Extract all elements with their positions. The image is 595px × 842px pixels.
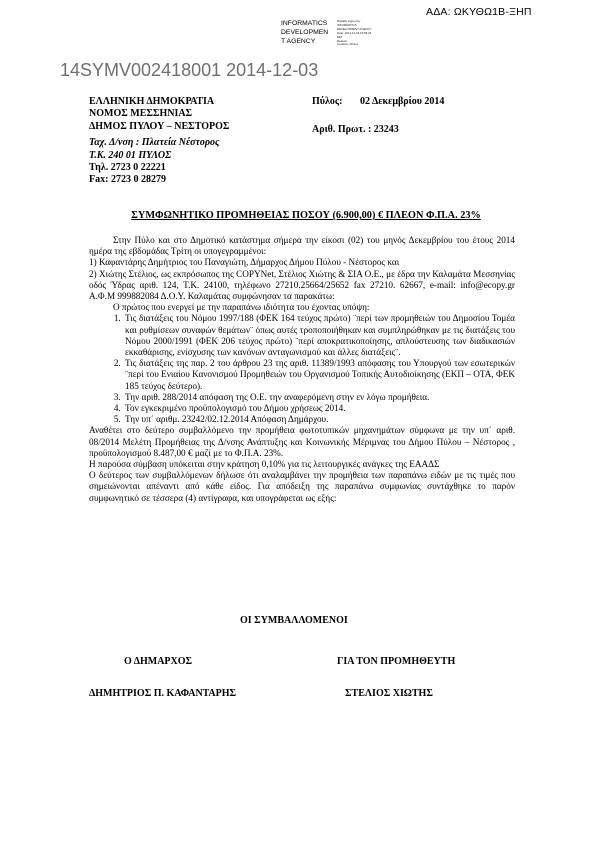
first-party-statement: Ο πρώτος που ενεργεί με την παραπάνω ιδιότητα του έχοντας υπόψη: [113, 302, 370, 313]
supplier-name: ΣΤΕΛΙΟΣ ΧΙΩΤΗΣ [345, 688, 433, 699]
document-date: 02 Δεκεμβρίου 2014 [360, 96, 445, 107]
signature-details [337, 20, 372, 47]
supplier-role: ΓΙΑ ΤΟΝ ΠΡΟΜΗΘΕΥΤΗ [337, 656, 456, 667]
withholding-paragraph: Η παρούσα σύμβαση υπόκειται στην κράτηση 0,10% για τις λειτουργικές ανάγκες της ΕΑΑΔΣ [89, 459, 440, 470]
header-line: ΕΛΛΗΝΙΚΗ ΔΗΜΟΚΡΑΤΙΑ [89, 96, 215, 107]
signature-detail-line: Reason: [337, 38, 348, 43]
header-phone: Τηλ. 2723 0 22221 [89, 161, 166, 173]
list-item: 2. Τις διατάξεις της παρ. 2 του άρθρου 23 της αριθ. 11389/1993 απόφασης του Υπουργού των εσωτερικών ¨περί του Ενιαίου Κανονισμού Προμηθειών του Οργανισμού Τοπικής Αυτοδιοίκησης (ΕΚΠ – ΟΤΑ, ΦΕΚ 185 τεύχος δεύτερο). [123, 358, 515, 392]
signature-detail-line: Digitally signed by [337, 19, 361, 23]
document-meta [312, 96, 444, 137]
header-line: ΝΟΜΟΣ ΜΕΣΣΗΝΙΑΣ [89, 108, 193, 120]
signature-detail-line: Date: 2014.12.03 15:59:23 [337, 30, 372, 35]
signature-detail-line: Location: Athens [337, 42, 359, 47]
document-title: ΣΥΜΦΩΝΗΤΙΚΟ ΠΡΟΜΗΘΕΙΑΣ ΠΟΣΟΥ (6.900,00) € ΠΛΕΟΝ Φ.Π.Α. 23% [131, 210, 481, 221]
signer-line: DEVELOPMEN [281, 29, 329, 36]
considerations-list [89, 313, 515, 425]
list-item: 3. Την αριθ. 288/2014 απόφαση της Ο.Ε. την αναφερόμενη στην εν λόγω προμήθεια. [123, 392, 515, 403]
ada-code: ΑΔΑ: ΩΚΥΘΩ1Β-ΞΗΠ [426, 6, 532, 18]
header-postcode: Τ.Κ. 240 01 ΠΥΛΟΣ [89, 149, 172, 161]
signature-detail-line: EET [337, 34, 343, 39]
mayor-name: ΔΗΜΗΤΡΙΟΣ Π. ΚΑΦΑΝΤΑΡΗΣ [89, 688, 237, 699]
header-fax: Fax: 2723 0 28279 [89, 174, 166, 186]
document-body [89, 235, 515, 504]
protocol-number: Αριθ. Πρωτ. : 23243 [312, 124, 399, 136]
list-item: 1. Τις διατάξεις του Νόμου 1997/188 (ΦΕΚ 164 τεύχος πρώτο) ¨περί των προμηθειών του Δημοσίου Τομέα και ρυθμίσεων συναφών θεμάτων¨ όπως αυτές τροποποιήθηκαν και συμπληρώθηκαν με τις διατάξεις του Νόμου 2000/1991 (ΦΕΚ 206 τεύχος πρώτο) ¨περί αποκρατικοποίησης, απλούστευσης των διαδικασιών εκκαθάρισης, ενίσχυσης των κανόνων ανταγωνισμού και άλλες διατάξεις¨. [123, 313, 515, 358]
signer-line: T AGENCY [281, 38, 316, 45]
signer-line: INFORMATICS [281, 20, 328, 27]
list-item: 5. Την υπ΄ αριθμ. 23242/02.12.2014 Απόφαση Δημάρχου. [123, 414, 515, 425]
party-two: 2) Χιώτης Στέλιος, ως εκπρόσωπος της COPYNet, Στέλιος Χιώτης & ΣΙΑ Ο.Ε., με έδρα την Καλαμάτα Μεσσηνίας οδός Ύδρας αριθ. 124, Τ.Κ. 24100, τηλέφωνο 27210.25664/25652 fax 27210. 62667, e-mail: info@ecopy.gr Α.Φ.Μ 999882084 Δ.Ο.Υ. Καλαμάτας συμφώνησαν τα παρακάτω: [89, 268, 515, 302]
place-label: Πύλος: [312, 96, 343, 107]
signature-detail-line: DEVELOPMENT AGENCY [337, 26, 372, 31]
digital-signature-block [281, 19, 328, 46]
second-party-paragraph: Ο δεύτερος των συμβαλλόμενων δήλωσε ότι αναλαμβάνει την προμήθεια των παραπάνω ειδών με τις τιμές που σημειώνονται απέναντι από κάθε είδος. Για απόδειξη της παραπάνω συμφωνίας συντάχθηκε το παρόν συμφωνητικό σε τέσσερα (4) αντίγραφα, και υπογράφεται ως εξής: [89, 470, 515, 503]
header-line: ΔΗΜΟΣ ΠΥΛΟΥ – ΝΕΣΤΟΡΟΣ [89, 120, 230, 132]
intro-paragraph: Στην Πύλο και στο Δημοτικό κατάστημα σήμερα την είκοσι (02) του μηνός Δεκεμβρίου του έτους 2014 ημέρα της εβδομάδας Τρίτη οι υπογεγραμμένοι: [89, 235, 515, 257]
issuer-header [89, 96, 229, 187]
award-paragraph: Αναθέτει στο δεύτερο συμβαλλόμενο την προμήθεια φωτοτυπικών μηχανημάτων σύμφωνα με την υπ΄ αριθ. 08/2014 Μελέτη Προμήθειας της Δ/νσης Ανάπτυξης και Κοινωνικής Μέριμνας του Δήμου Πύλου – Νέστορος , προϋπολογισμού 8.487,00 € μαζί με το Φ.Π.Α. 23%. [89, 425, 515, 458]
header-address: Ταχ. Δ/νση : Πλατεία Νέστορος [89, 137, 220, 149]
document-stamp: 14SYMV002418001 2014-12-03 [60, 60, 319, 80]
party-one: 1) Καφαντάρης Δημήτριος του Παναγιώτη, Δήμαρχος Δήμου Πύλου - Νέστορος και [89, 257, 400, 268]
list-item: 4. Τον εγκεκριμένο προϋπολογισμό του Δήμου χρήσεως 2014. [123, 403, 515, 414]
mayor-role: Ο ΔΗΜΑΡΧΟΣ [124, 656, 193, 667]
signatories-heading: ΟΙ ΣΥΜΒΑΛΛΟΜΕΝΟΙ [240, 615, 348, 626]
signature-detail-line: INFORMATICS [337, 22, 357, 27]
